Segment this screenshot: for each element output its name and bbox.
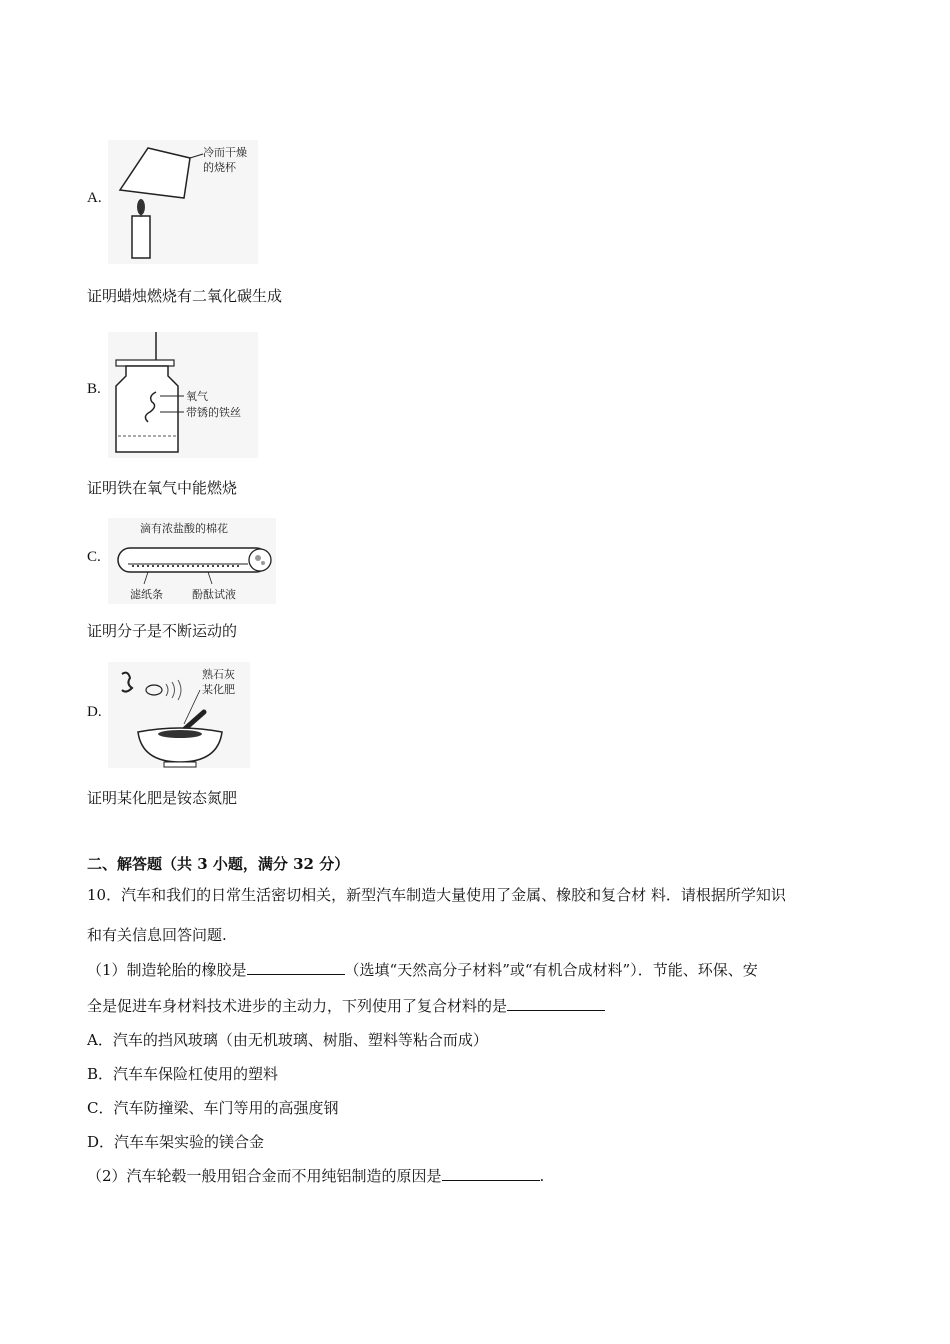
option-c-caption: 证明分子是不断运动的 xyxy=(87,622,238,640)
fig-b-label-2: 带锈的铁丝 xyxy=(186,406,241,419)
option-d-caption: 证明某化肥是铵态氮肥 xyxy=(87,789,238,807)
jar-shape xyxy=(116,366,178,452)
option-b-caption: 证明铁在氧气中能燃烧 xyxy=(87,479,238,497)
q10-blank-2[interactable] xyxy=(507,996,605,1011)
q10-part1-suffix: （选填“天然高分子材料”或“有机合成材料”）．节能、环保、安 xyxy=(344,961,758,979)
fig-c-label-1: 滴有浓盐酸的棉花 xyxy=(140,522,228,535)
option-c-figure xyxy=(108,518,276,604)
q10-part1-cont: 全是促进车身材料技术进步的主动力，下列使用了复合材料的是 xyxy=(87,997,508,1015)
fig-c-label-3: 酚酞试液 xyxy=(192,588,236,601)
option-d-figure xyxy=(108,662,250,768)
section-heading: 二、解答题（共 3 小题，满分 32 分） xyxy=(87,855,350,873)
q10-choice-c: C．汽车防撞梁、车门等用的高强度钢 xyxy=(87,1099,339,1117)
q10-intro-line-2: 和有关信息回答问题. xyxy=(87,926,227,944)
option-b-letter: B. xyxy=(87,381,101,397)
option-a-letter: A. xyxy=(87,190,102,206)
q10-choice-a: A．汽车的挡风玻璃（由无机玻璃、树脂、塑料等粘合而成） xyxy=(87,1031,488,1049)
option-a-caption: 证明蜡烛燃烧有二氧化碳生成 xyxy=(87,287,283,305)
q10-part2 xyxy=(87,1166,544,1186)
q10-intro-line-1: 10．汽车和我们的日常生活密切相关，新型汽车制造大量使用了金属、橡胶和复合材 料．请根据所学知识 xyxy=(87,886,786,904)
option-c-letter: C. xyxy=(87,549,101,565)
fig-a-label-1: 冷而干燥 xyxy=(203,146,247,159)
fig-b-label-1: 氧气 xyxy=(186,390,208,403)
candle-shape xyxy=(132,216,150,258)
glass-tube xyxy=(118,548,268,572)
option-a-figure xyxy=(108,140,258,264)
fig-c-label-2: 滤纸条 xyxy=(130,588,163,601)
fig-d-label-2: 某化肥 xyxy=(202,683,235,696)
q10-part1-prefix: （1）制造轮胎的橡胶是 xyxy=(87,961,247,979)
fig-d-label-1: 熟石灰 xyxy=(202,668,235,681)
q10-blank-1[interactable] xyxy=(247,960,345,975)
q10-choice-d: D．汽车车架实验的镁合金 xyxy=(87,1133,265,1151)
q10-blank-3[interactable] xyxy=(442,1166,540,1181)
fig-a-label-2: 的烧杯 xyxy=(203,161,236,174)
option-d-letter: D. xyxy=(87,704,102,720)
q10-part1-line-1 xyxy=(87,960,758,980)
q10-part2-end: . xyxy=(539,1167,545,1185)
q10-part2-text: （2）汽车轮毂一般用铝合金而不用纯铝制造的原因是 xyxy=(87,1167,442,1185)
option-b-figure xyxy=(108,332,258,458)
q10-part1-line-2 xyxy=(87,996,605,1016)
q10-choice-b: B．汽车车保险杠使用的塑料 xyxy=(87,1065,279,1083)
